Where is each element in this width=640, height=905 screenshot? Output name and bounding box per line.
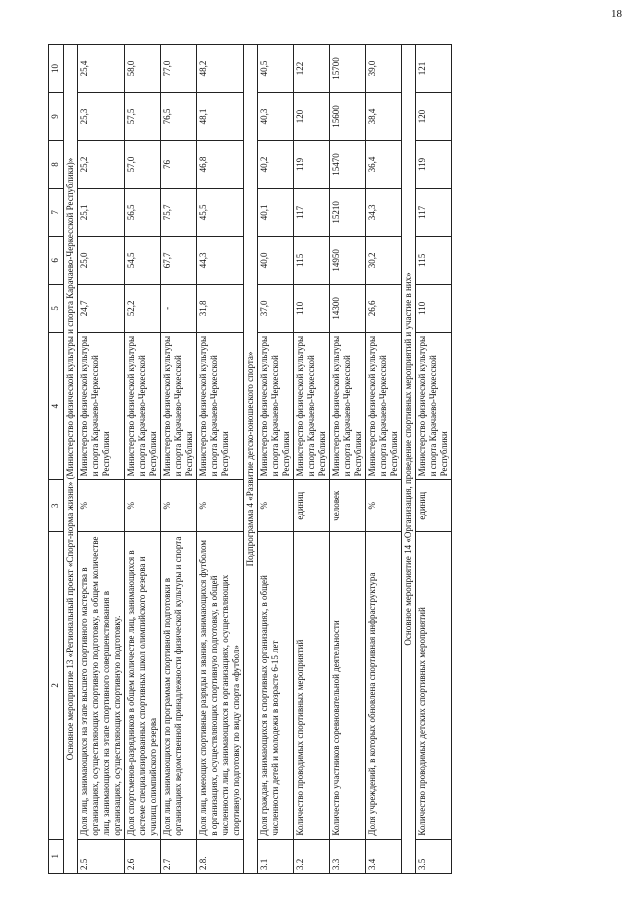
column-number-row <box>49 45 64 874</box>
value-cell: 52,2 <box>125 284 161 332</box>
rotated-page <box>48 44 592 874</box>
value-cell: 48,2 <box>197 45 244 93</box>
indicator-name: Доля спортсменов-разрядников в общем количестве лиц, занимающихся в системе специализированных спортивных школ олимпийского резерва и училищ олимпийского резерва <box>125 532 161 839</box>
value-cell: 120 <box>294 92 330 140</box>
value-cell: 67,7 <box>161 236 197 284</box>
indicator-name: Доля лиц, занимающихся на этапе высшего спортивного мастерства в организациях, осуществляющих спортивную подготовку, в общем количестве лиц, занимающихся на этапе спортивного совершенствования в организациях, осуществляющих спортивную подготовку. <box>78 532 125 839</box>
unit-cell: единиц <box>294 480 330 532</box>
column-number-header: 3 <box>49 480 64 532</box>
indicator-name: Доля граждан, занимающихся в спортивных организациях, в общей численности детей и молодежи в возрасте 6-15 лет <box>258 532 294 839</box>
table-row <box>125 45 161 874</box>
table-row <box>161 45 197 874</box>
value-cell: 31,8 <box>197 284 244 332</box>
value-cell: 37,0 <box>258 284 294 332</box>
row-number: 2.6 <box>125 839 161 873</box>
unit-cell: % <box>197 480 244 532</box>
table-row <box>258 45 294 874</box>
value-cell: - <box>161 284 197 332</box>
value-cell: 30,2 <box>366 236 402 284</box>
value-cell: 40,5 <box>258 45 294 93</box>
value-cell: 44,3 <box>197 236 244 284</box>
table-row <box>416 45 452 874</box>
column-number-header: 6 <box>49 236 64 284</box>
table-row <box>330 45 366 874</box>
indicator-name: Доля лиц, имеющих спортивные разряды и звания, занимающихся футболом в организациях, осуществляющих спортивную подготовку, в общей численности лиц, занимающихся в организациях, осуществляющих спортивную подготовку по виду спорта «футбол» <box>197 532 244 839</box>
column-number-header: 7 <box>49 188 64 236</box>
value-cell: 15600 <box>330 92 366 140</box>
value-cell: 34,3 <box>366 188 402 236</box>
row-number: 2.8. <box>197 839 244 873</box>
executor-cell: Министерство физической культуры и спорта Карачаево-Черкесской Республики <box>366 332 402 480</box>
table-row <box>294 45 330 874</box>
value-cell: 58,0 <box>125 45 161 93</box>
value-cell: 56,5 <box>125 188 161 236</box>
unit-cell: % <box>366 480 402 532</box>
table-row <box>366 45 402 874</box>
executor-cell: Министерство физической культуры и спорта Карачаево-Черкесской Республики <box>78 332 125 480</box>
unit-cell: % <box>258 480 294 532</box>
section-title: Основное мероприятие 14 «Организация, проведение спортивных мероприятий и участие в них» <box>402 45 416 874</box>
value-cell: 45,5 <box>197 188 244 236</box>
value-cell: 115 <box>416 236 452 284</box>
value-cell: 26,6 <box>366 284 402 332</box>
indicator-name: Доля лиц, занимающихся по программам спортивной подготовки в организациях ведомственной принадлежности физической культуры и спорта <box>161 532 197 839</box>
value-cell: 121 <box>416 45 452 93</box>
value-cell: 24,7 <box>78 284 125 332</box>
value-cell: 119 <box>416 140 452 188</box>
value-cell: 39,0 <box>366 45 402 93</box>
executor-cell: Министерство физической культуры и спорта Карачаево-Черкесской Республики <box>294 332 330 480</box>
section-row <box>244 45 258 874</box>
value-cell: 25,3 <box>78 92 125 140</box>
column-number-header: 8 <box>49 140 64 188</box>
indicator-name: Количество проводимых спортивных мероприятий <box>294 532 330 839</box>
value-cell: 15210 <box>330 188 366 236</box>
value-cell: 14300 <box>330 284 366 332</box>
unit-cell: человек <box>330 480 366 532</box>
row-number: 3.2 <box>294 839 330 873</box>
value-cell: 57,5 <box>125 92 161 140</box>
executor-cell: Министерство физической культуры и спорта Карачаево-Черкесской Республики <box>416 332 452 480</box>
executor-cell: Министерство физической культуры и спорта Карачаево-Черкесской Республики <box>125 332 161 480</box>
section-row <box>64 45 78 874</box>
value-cell: 25,1 <box>78 188 125 236</box>
value-cell: 119 <box>294 140 330 188</box>
executor-cell: Министерство физической культуры и спорта Карачаево-Черкесской Республики <box>161 332 197 480</box>
value-cell: 48,1 <box>197 92 244 140</box>
value-cell: 40,2 <box>258 140 294 188</box>
row-number: 3.4 <box>366 839 402 873</box>
indicator-name: Количество участников соревновательной деятельности <box>330 532 366 839</box>
table-row <box>78 45 125 874</box>
value-cell: 40,3 <box>258 92 294 140</box>
value-cell: 117 <box>294 188 330 236</box>
column-number-header: 9 <box>49 92 64 140</box>
table-body <box>64 45 452 874</box>
value-cell: 40,0 <box>258 236 294 284</box>
column-number-header: 4 <box>49 332 64 480</box>
unit-cell: % <box>78 480 125 532</box>
value-cell: 120 <box>416 92 452 140</box>
column-number-header: 5 <box>49 284 64 332</box>
unit-cell: % <box>125 480 161 532</box>
value-cell: 38,4 <box>366 92 402 140</box>
unit-cell: единиц <box>416 480 452 532</box>
executor-cell: Министерство физической культуры и спорта Карачаево-Черкесской Республики <box>258 332 294 480</box>
column-number-header: 2 <box>49 532 64 839</box>
table-row <box>197 45 244 874</box>
value-cell: 36,4 <box>366 140 402 188</box>
value-cell: 57,0 <box>125 140 161 188</box>
value-cell: 110 <box>294 284 330 332</box>
value-cell: 25,4 <box>78 45 125 93</box>
value-cell: 15470 <box>330 140 366 188</box>
section-title: Подпрограмма 4 «Развитие детско-юношеского спорта» <box>244 45 258 874</box>
value-cell: 15700 <box>330 45 366 93</box>
section-title: Основное мероприятие 13 «Региональный проект «Спорт-норма жизни» (Министерство физической культуры и спорта Карачаево-Черкесской Республики)» <box>64 45 78 874</box>
value-cell: 76,5 <box>161 92 197 140</box>
value-cell: 40,1 <box>258 188 294 236</box>
value-cell: 25,2 <box>78 140 125 188</box>
value-cell: 77,0 <box>161 45 197 93</box>
executor-cell: Министерство физической культуры и спорта Карачаево-Черкесской Республики <box>330 332 366 480</box>
value-cell: 110 <box>416 284 452 332</box>
unit-cell: % <box>161 480 197 532</box>
row-number: 3.3 <box>330 839 366 873</box>
row-number: 2.7 <box>161 839 197 873</box>
indicators-table <box>48 44 452 874</box>
value-cell: 122 <box>294 45 330 93</box>
section-row <box>402 45 416 874</box>
page-number: 18 <box>611 8 622 20</box>
value-cell: 115 <box>294 236 330 284</box>
value-cell: 76 <box>161 140 197 188</box>
indicator-name: Доля учреждений, в которых обновлена спортивная инфраструктура <box>366 532 402 839</box>
row-number: 3.5 <box>416 839 452 873</box>
value-cell: 54,5 <box>125 236 161 284</box>
executor-cell: Министерство физической культуры и спорта Карачаево-Черкесской Республики <box>197 332 244 480</box>
row-number: 2.5 <box>78 839 125 873</box>
value-cell: 75,7 <box>161 188 197 236</box>
row-number: 3.1 <box>258 839 294 873</box>
column-number-header: 1 <box>49 839 64 873</box>
value-cell: 117 <box>416 188 452 236</box>
column-number-header: 10 <box>49 45 64 93</box>
value-cell: 46,8 <box>197 140 244 188</box>
value-cell: 14950 <box>330 236 366 284</box>
value-cell: 25,0 <box>78 236 125 284</box>
indicator-name: Количество проводимых детских спортивных мероприятий <box>416 532 452 839</box>
